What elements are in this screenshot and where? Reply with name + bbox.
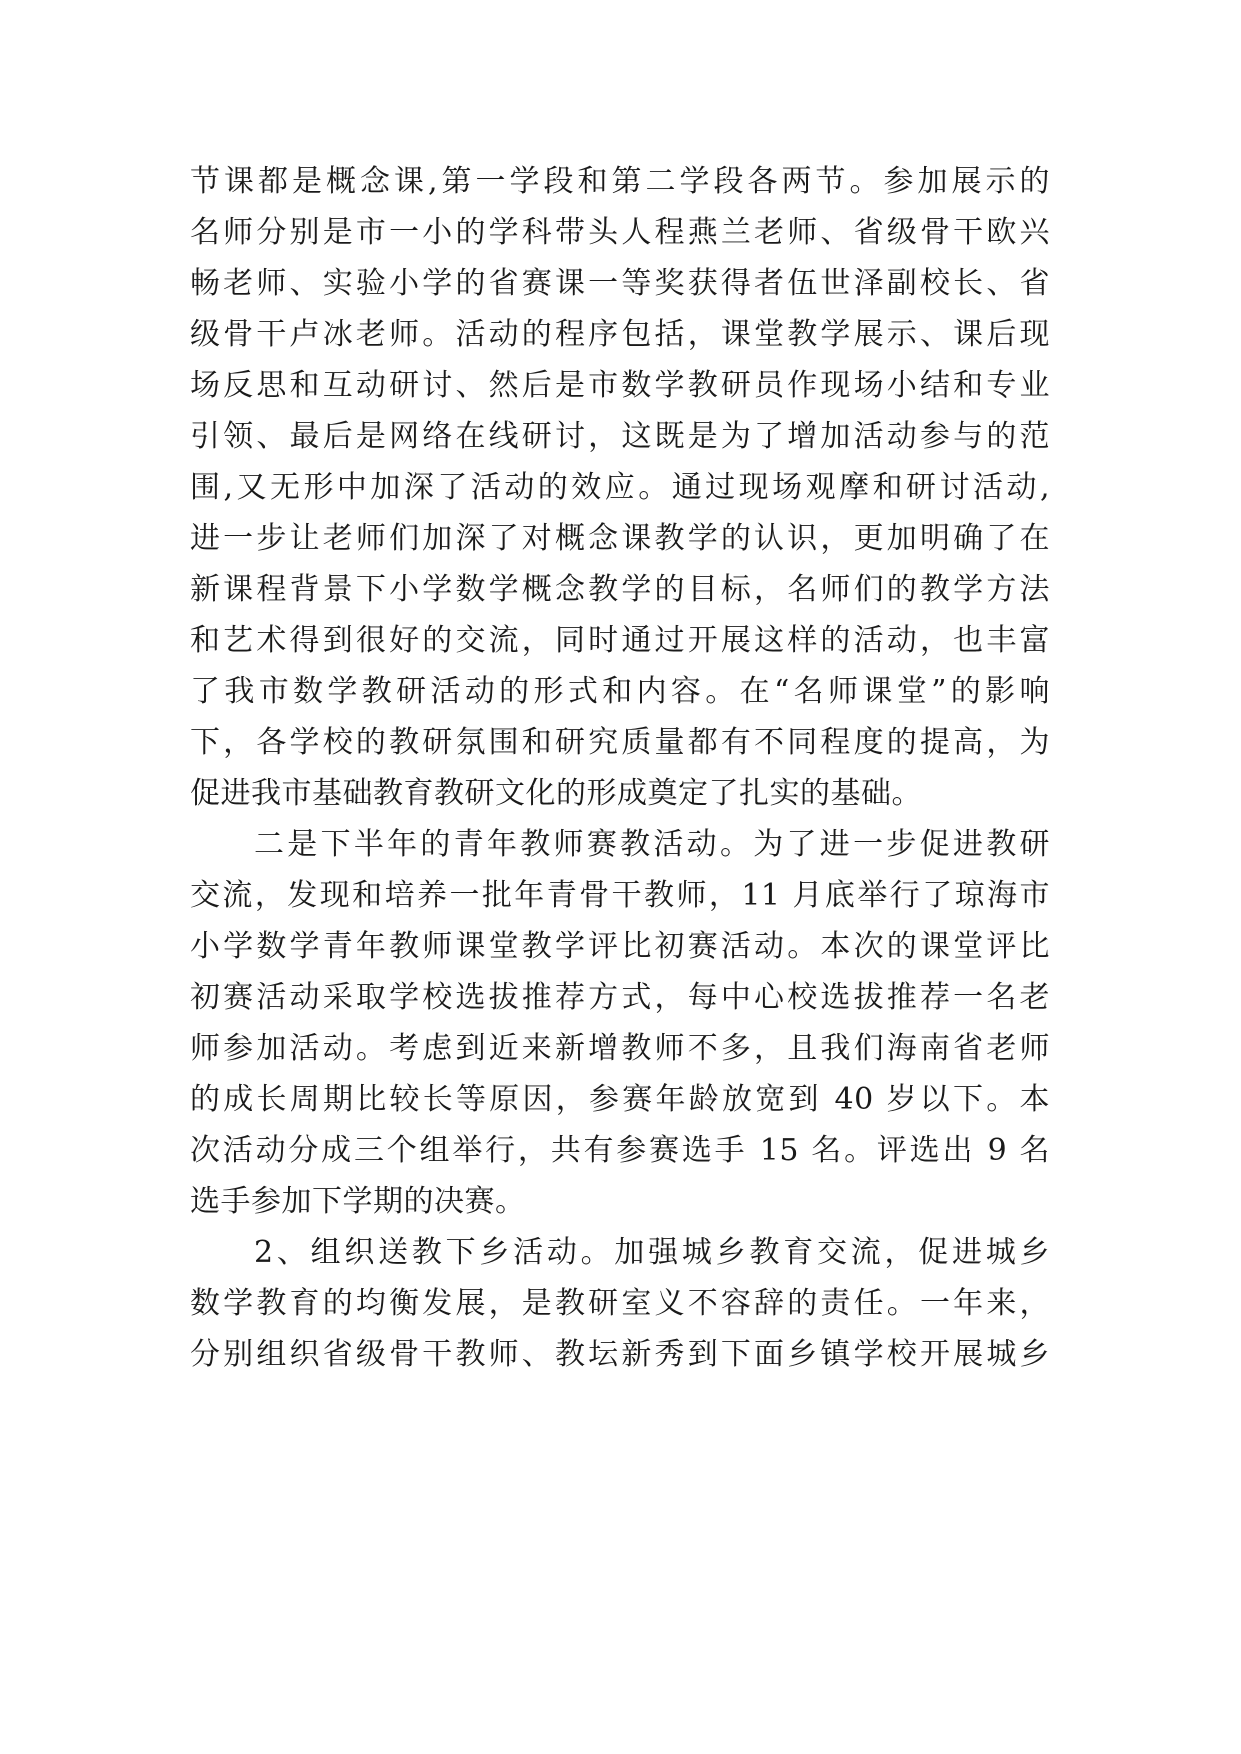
text-line: 分别组织省级骨干教师、教坛新秀到下面乡镇学校开展城乡 (190, 1337, 1050, 1372)
text-line: 了我市数学教研活动的形式和内容。在“名师课堂”的影响 (190, 674, 1050, 709)
text-line: 次活动分成三个组举行，共有参赛选手 15 名。评选出 9 名 (190, 1133, 1050, 1168)
text-line: 初赛活动采取学校选拔推荐方式，每中心校选拔推荐一名老 (190, 980, 1050, 1015)
text-line: 的成长周期比较长等原因，参赛年龄放宽到 40 岁以下。本 (190, 1082, 1050, 1117)
text-line: 新课程背景下小学数学概念教学的目标，名师们的教学方法 (190, 572, 1050, 607)
text-line: 引领、最后是网络在线研讨，这既是为了增加活动参与的范 (190, 419, 1050, 454)
text-line-paragraph-start: 2、组织送教下乡活动。加强城乡教育交流，促进城乡 (254, 1235, 1050, 1270)
text-line: 数学教育的均衡发展，是教研室义不容辞的责任。一年来， (190, 1286, 1050, 1321)
text-line: 节课都是概念课,第一学段和第二学段各两节。参加展示的 (190, 164, 1050, 199)
text-line: 选手参加下学期的决赛。 (190, 1184, 526, 1219)
document-body (190, 156, 1050, 1380)
text-line-paragraph-start: 二是下半年的青年教师赛教活动。为了进一步促进教研 (254, 827, 1050, 862)
text-line: 场反思和互动研讨、然后是市数学教研员作现场小结和专业 (190, 368, 1050, 403)
text-line: 师参加活动。考虑到近来新增教师不多，且我们海南省老师 (190, 1031, 1050, 1066)
text-line: 促进我市基础教育教研文化的形成奠定了扎实的基础。 (190, 776, 922, 811)
text-line: 下，各学校的教研氛围和研究质量都有不同程度的提高，为 (190, 725, 1050, 760)
text-line: 名师分别是市一小的学科带头人程燕兰老师、省级骨干欧兴 (190, 215, 1050, 250)
text-line: 畅老师、实验小学的省赛课一等奖获得者伍世泽副校长、省 (190, 266, 1050, 301)
text-line: 围,又无形中加深了活动的效应。通过现场观摩和研讨活动, (190, 470, 1050, 505)
text-line: 级骨干卢冰老师。活动的程序包括，课堂教学展示、课后现 (190, 317, 1050, 352)
text-line: 交流，发现和培养一批年青骨干教师，11 月底举行了琼海市 (190, 878, 1050, 913)
text-line: 进一步让老师们加深了对概念课教学的认识，更加明确了在 (190, 521, 1050, 556)
text-line: 和艺术得到很好的交流，同时通过开展这样的活动，也丰富 (190, 623, 1050, 658)
text-line: 小学数学青年教师课堂教学评比初赛活动。本次的课堂评比 (190, 929, 1050, 964)
